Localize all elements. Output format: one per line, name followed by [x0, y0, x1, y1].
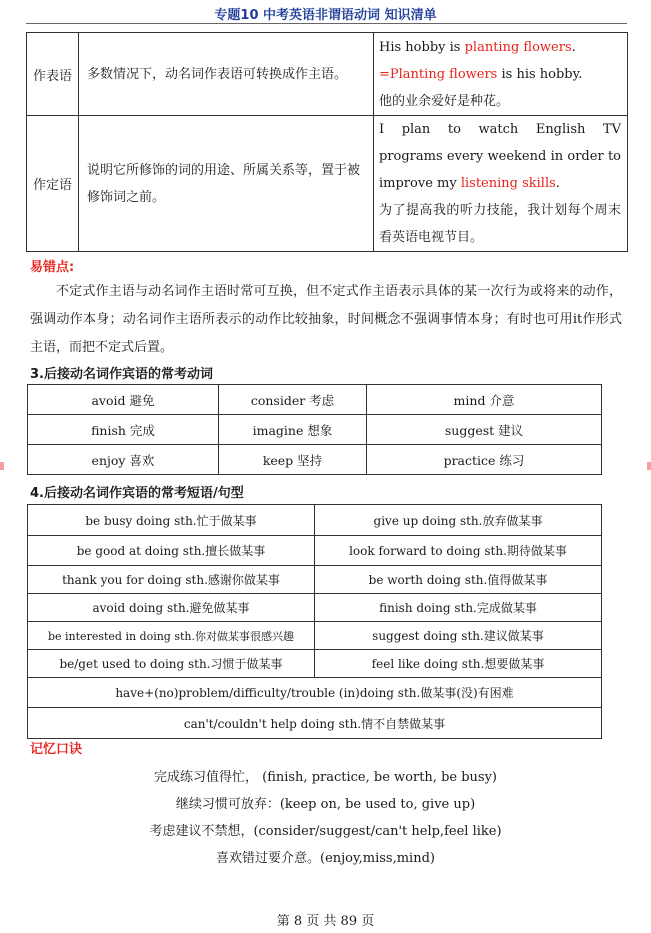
memory-line: 完成练习值得忙， (finish, practice, be worth, be busy)	[153, 770, 497, 785]
page-number: 第 8 页 共 89 页	[276, 914, 375, 929]
phrase-table	[27, 504, 602, 739]
verb-table	[27, 384, 602, 475]
table-cell: imagine 想象	[219, 415, 367, 445]
table-row	[28, 505, 602, 536]
table-cell: avoid doing sth.避免做某事	[28, 594, 315, 622]
table-cell: suggest 建议	[367, 415, 602, 445]
table-row	[28, 566, 602, 594]
table-cell: have+(no)problem/difficulty/trouble (in)doing sth.做某事(没)有困难	[28, 678, 602, 708]
example-cell: I plan to watch English TV programs every weekend in order to improve my listening skills. 为了提高我的听力技能，我计划每个周末看英语电视节目。	[374, 116, 628, 252]
example-cell: His hobby is planting flowers. =Planting flowers is his hobby. 他的业余爱好是种花。	[374, 33, 628, 116]
table-row	[28, 415, 602, 445]
table-cell: be/get used to doing sth.习惯于做某事	[28, 650, 315, 678]
table-cell: be busy doing sth.忙于做某事	[28, 505, 315, 536]
table-cell: can't/couldn't help doing sth.情不自禁做某事	[28, 708, 602, 739]
table-cell: thank you for doing sth.感谢你做某事	[28, 566, 315, 594]
table-row	[28, 594, 602, 622]
memory-label: 记忆口诀	[30, 742, 83, 757]
table-cell: look forward to doing sth.期待做某事	[315, 536, 602, 566]
section-3-title: 3.后接动名词作宾语的常考动词	[30, 367, 213, 382]
table-row	[27, 33, 628, 116]
table-row	[28, 536, 602, 566]
table-cell: consider 考虑	[219, 385, 367, 415]
table-row	[28, 385, 602, 415]
table-row	[28, 678, 602, 708]
table-cell: practice 练习	[367, 445, 602, 475]
left-edge-marker	[0, 462, 4, 470]
table-cell: give up doing sth.放弃做某事	[315, 505, 602, 536]
section-4-title: 4.后接动名词作宾语的常考短语/句型	[30, 486, 244, 501]
table-row	[28, 650, 602, 678]
table-row	[27, 116, 628, 252]
table-cell: feel like doing sth.想要做某事	[315, 650, 602, 678]
table-cell: be interested in doing sth.你对做某事很感兴趣	[28, 622, 315, 650]
role-cell: 作表语	[27, 33, 79, 116]
table-row	[28, 445, 602, 475]
table-cell: finish doing sth.完成做某事	[315, 594, 602, 622]
memory-line: 喜欢错过要介意。(enjoy,miss,mind)	[216, 851, 435, 866]
page-header-title: 专题10 中考英语非谓语动词 知识清单	[214, 8, 437, 23]
role-cell: 作定语	[27, 116, 79, 252]
pitfall-paragraph: 不定式作主语与动名词作主语时常可互换，但不定式作主语表示具体的某一次行为或将来的动作，强调动作本身；动名词作主语所表示的动作比较抽象，时间概念不强调事情本身；有时也可用it作形式主语，而把不定式后置。	[30, 284, 622, 355]
table-cell: be good at doing sth.擅长做某事	[28, 536, 315, 566]
table-row	[28, 622, 602, 650]
table-row	[28, 708, 602, 739]
pitfall-label: 易错点:	[30, 260, 75, 275]
role-description: 说明它所修饰的词的用途、所属关系等，置于被修饰词之前。	[79, 116, 374, 252]
right-edge-marker	[647, 462, 651, 470]
table-cell: finish 完成	[28, 415, 219, 445]
table-cell: avoid 避免	[28, 385, 219, 415]
table-cell: keep 坚持	[219, 445, 367, 475]
memory-line: 继续习惯可放弃：(keep on, be used to, give up)	[175, 797, 476, 812]
table-cell: mind 介意	[367, 385, 602, 415]
table-cell: suggest doing sth.建议做某事	[315, 622, 602, 650]
table-cell: be worth doing sth.值得做某事	[315, 566, 602, 594]
gerund-role-table	[26, 32, 628, 252]
memory-line: 考虑建议不禁想，(consider/suggest/can't help,feel like)	[149, 824, 502, 839]
header-divider	[26, 23, 627, 24]
table-cell: enjoy 喜欢	[28, 445, 219, 475]
role-description: 多数情况下，动名词作表语可转换成作主语。	[79, 33, 374, 116]
